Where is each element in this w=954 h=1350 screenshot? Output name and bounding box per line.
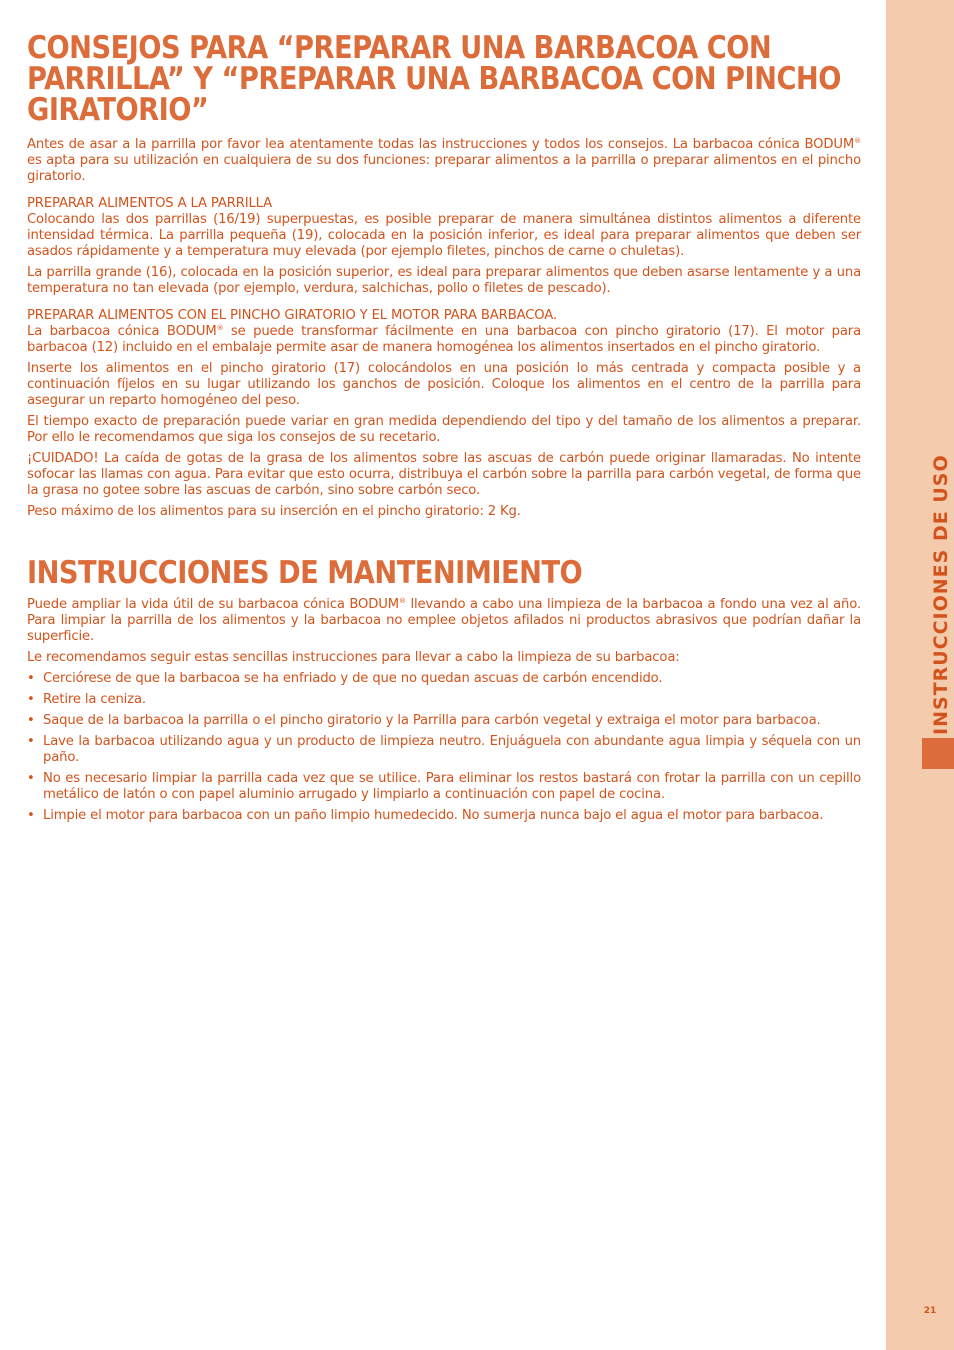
- bullet-icon: •: [27, 671, 35, 686]
- maintenance-paragraph-1: Puede ampliar la vida útil de su barbacoa cónica BODUM® llevando a cabo una limpieza de la barbacoa a fondo una vez al año. Para limpiar la parrilla de los alimentos y la barbacoa no emplee objetos afilados ni productos abrasivos que podrían dañar la superficie.: [27, 597, 861, 644]
- bullet-icon: •: [27, 734, 35, 749]
- page-number: 21: [923, 1306, 937, 1316]
- maintenance-paragraph-2: Le recomendamos seguir estas sencillas instrucciones para llevar a cabo la limpieza de su barbacoa:: [27, 650, 680, 665]
- section-title-grilling-tips: CONSEJOS PARA “PREPARAR UNA BARBACOA CON PARRILLA” Y “PREPARAR UNA BARBACOA CON PINCHO GIRATORIO”: [27, 30, 841, 128]
- section-tab-marker: [922, 738, 954, 769]
- rotisserie-paragraph-3: El tiempo exacto de preparación puede variar en gran medida dependiendo del tipo y del tamaño de los alimentos a preparar. Por ello le recomendamos que siga los consejos de su recetario.: [27, 414, 861, 445]
- rotisserie-paragraph-1: La barbacoa cónica BODUM® se puede transformar fácilmente en una barbacoa con pincho giratorio (17). El motor para barbacoa (12) incluido en el embalaje permite asar de manera homogénea los alimentos insertados en el pincho giratorio.: [27, 324, 861, 355]
- max-weight-note: Peso máximo de los alimentos para su inserción en el pincho giratorio: 2 Kg.: [27, 504, 521, 519]
- section-title-maintenance: INSTRUCCIONES DE MANTENIMIENTO: [27, 555, 583, 591]
- maintenance-body: [27, 597, 861, 824]
- rotisserie-paragraph-2: Inserte los alimentos en el pincho giratorio (17) colocándolos en una posición lo más centrada y compacta posible y a continuación fíjelos en su lugar utilizando los ganchos de posición. Coloque los alimentos en el centro de la parrilla para asegurar un reparto homogéneo del peso.: [27, 361, 861, 408]
- grilling-tips-body: [27, 137, 861, 520]
- list-item: • Lave la barbacoa utilizando agua y un producto de limpieza neutro. Enjuáguela con abundante agua limpia y séquela con un paño.: [27, 734, 861, 765]
- warning-paragraph: ¡CUIDADO! La caída de gotas de la grasa de los alimentos sobre las ascuas de carbón puede originar llamaradas. No intente sofocar las llamas con agua. Para evitar que esto ocurra, distribuya el carbón sobre la parrilla para carbón vegetal, de forma que la grasa no gotee sobre las ascuas de carbón, sino sobre carbón seco.: [27, 451, 861, 498]
- subheading-rotisserie: PREPARAR ALIMENTOS CON EL PINCHO GIRATORIO Y EL MOTOR PARA BARBACOA.: [27, 308, 557, 323]
- bullet-icon: •: [27, 713, 35, 728]
- bullet-icon: •: [27, 771, 35, 786]
- cleaning-steps-list: [27, 671, 861, 824]
- list-item: • Cerciórese de que la barbacoa se ha enfriado y de que no quedan ascuas de carbón encendido.: [27, 671, 663, 686]
- bullet-icon: •: [27, 692, 35, 707]
- list-item: • No es necesario limpiar la parrilla cada vez que se utilice. Para eliminar los restos bastará con frotar la parrilla con un cepillo metálico de latón o con papel aluminio arrugado y limpiarlo a continuación con papel de cocina.: [27, 771, 861, 802]
- list-item: • Saque de la barbacoa la parrilla o el pincho giratorio y la Parrilla para carbón vegetal y extraiga el motor para barbacoa.: [27, 713, 821, 728]
- intro-paragraph: Antes de asar a la parrilla por favor lea atentamente todas las instrucciones y todos los consejos. La barbacoa cónica BODUM® es apta para su utilización en cualquiera de su dos funciones: preparar alimentos a la parrilla o preparar alimentos en el pincho giratorio.: [27, 137, 861, 184]
- subheading-grill: PREPARAR ALIMENTOS A LA PARRILLA: [27, 196, 273, 211]
- list-item: • Limpie el motor para barbacoa con un paño limpio humedecido. No sumerja nunca bajo el agua el motor para barbacoa.: [27, 808, 824, 823]
- grill-paragraph-1: Colocando las dos parrillas (16/19) superpuestas, es posible preparar de manera simultánea distintos alimentos a diferente intensidad térmica. La parrilla pequeña (19), colocada en la posición inferior, es ideal para preparar alimentos que deben ser asados rápidamente y a temperatura muy elevada (por ejemplo filetes, pinchos de carne o chuletas).: [27, 212, 861, 259]
- bullet-icon: •: [27, 808, 35, 823]
- list-item: • Retire la ceniza.: [27, 692, 146, 707]
- grill-paragraph-2: La parrilla grande (16), colocada en la posición superior, es ideal para preparar alimentos que deben asarse lentamente y a una temperatura no tan elevada (por ejemplo, verdura, salchichas, pollo o filetes de pescado).: [27, 265, 861, 296]
- sidebar-section-label: INSTRUCCIONES DE USO: [930, 454, 952, 735]
